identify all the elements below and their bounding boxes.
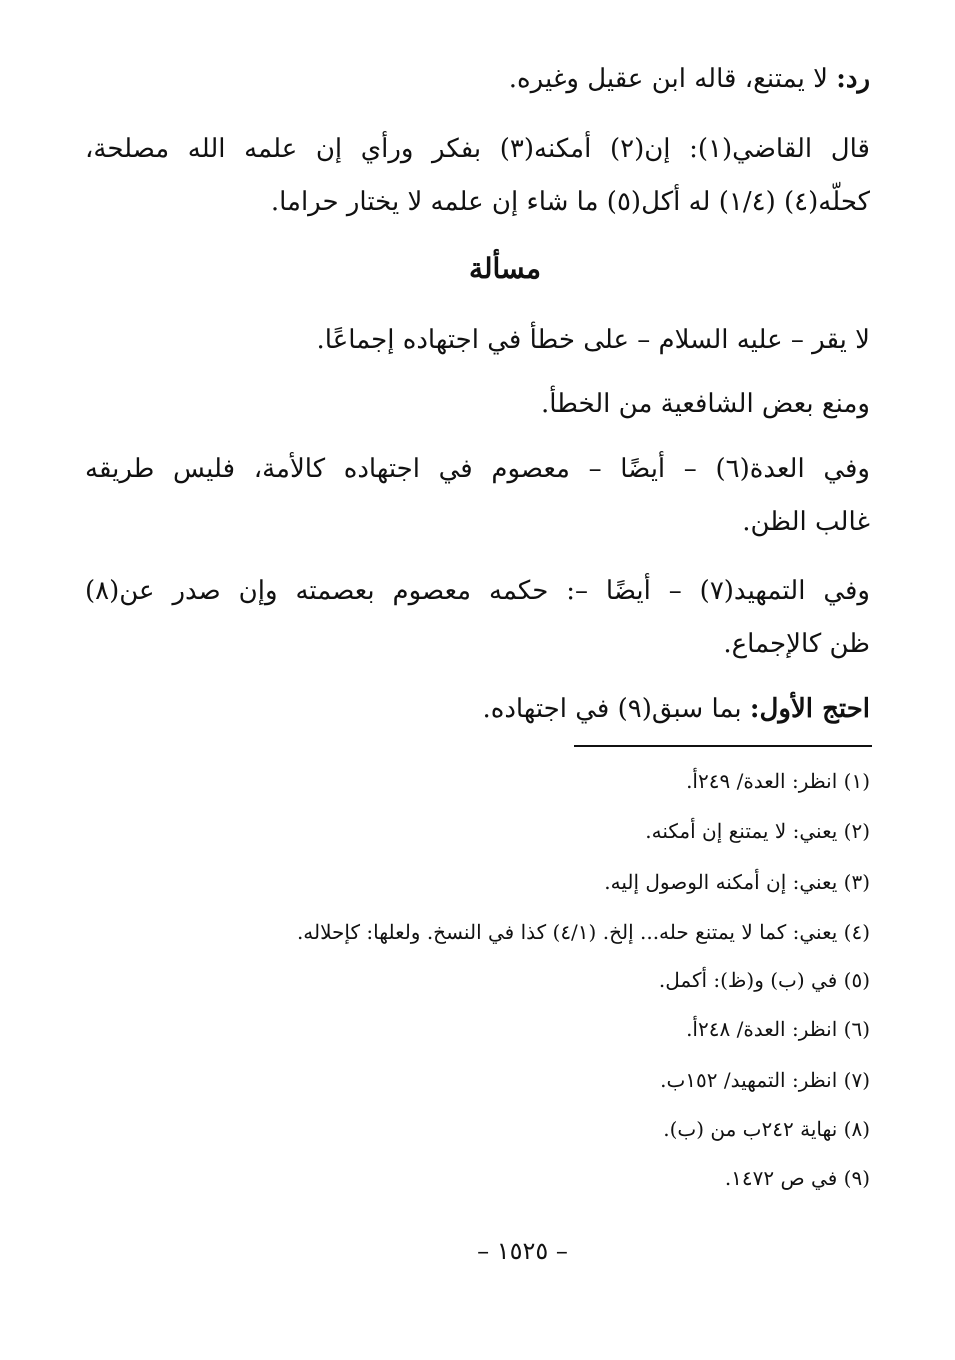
reply-text: لا يمتنع، قاله ابن عقيل وغيره. xyxy=(508,64,828,94)
footnote-4: (٤) يعني: كما لا يمتنع حله... إلخ. (٤/١) كذا في النسخ. ولعلها: كإحلاله. xyxy=(296,920,870,944)
paragraph-reply xyxy=(509,62,870,96)
paragraph-qadi-line-2: كحلّه(٤) (١/٤) له أكل(٥) ما شاء إن علمه لا يختار حراما. xyxy=(270,187,870,217)
page-number: – ١٥٢٥ – xyxy=(477,1237,568,1265)
paragraph-qadi-line-1: قال القاضي(١): إن(٢) أمكنه(٣) بفكر ورأي إن علمه الله مصلحة، xyxy=(85,134,870,164)
paragraph-tamhid-line-2: ظن كالإجماع. xyxy=(723,629,870,659)
paragraph-argument xyxy=(482,692,870,726)
footnote-5: (٥) في (ب) و(ظ): أكمل. xyxy=(658,968,870,992)
footnote-8: (٨) نهاية ٢٤٢ب من (ب). xyxy=(663,1117,870,1141)
paragraph-consensus: لا يقر – عليه السلام – على خطأ في اجتهاده إجماعًا. xyxy=(316,325,870,355)
footnote-7: (٧) انظر: التمهيد/ ١٥٢ب. xyxy=(660,1068,870,1092)
footnote-9: (٩) في ص ١٤٧٢. xyxy=(724,1166,870,1190)
paragraph-udda-line-1: وفي العدة(٦) – أيضًا – معصوم في اجتهاده كالأمة، فليس طريقه xyxy=(85,454,870,484)
argument-text: بما سبق(٩) في اجتهاده. xyxy=(482,694,742,724)
paragraph-tamhid-line-1: وفي التمهيد(٧) – أيضًا –: حكمه معصوم بعصمته وإن صدر عن(٨) xyxy=(85,576,870,606)
footnote-divider xyxy=(574,745,872,747)
paragraph-shafii: ومنع بعض الشافعية من الخطأ. xyxy=(540,389,870,419)
section-heading: مسألة xyxy=(468,252,542,285)
argument-label: احتج الأول: xyxy=(749,694,870,724)
footnote-3: (٣) يعني: إن أمكنه الوصول إليه. xyxy=(604,870,870,894)
footnote-2: (٢) يعني: لا يمتنع إن أمكنه. xyxy=(645,819,870,843)
paragraph-udda-line-2: غالب الظن. xyxy=(742,507,870,537)
reply-label: رد: xyxy=(836,64,870,94)
footnote-6: (٦) انظر: العدة/ ٢٤٨أ. xyxy=(686,1017,870,1041)
footnote-1: (١) انظر: العدة/ ٢٤٩أ. xyxy=(686,769,870,793)
